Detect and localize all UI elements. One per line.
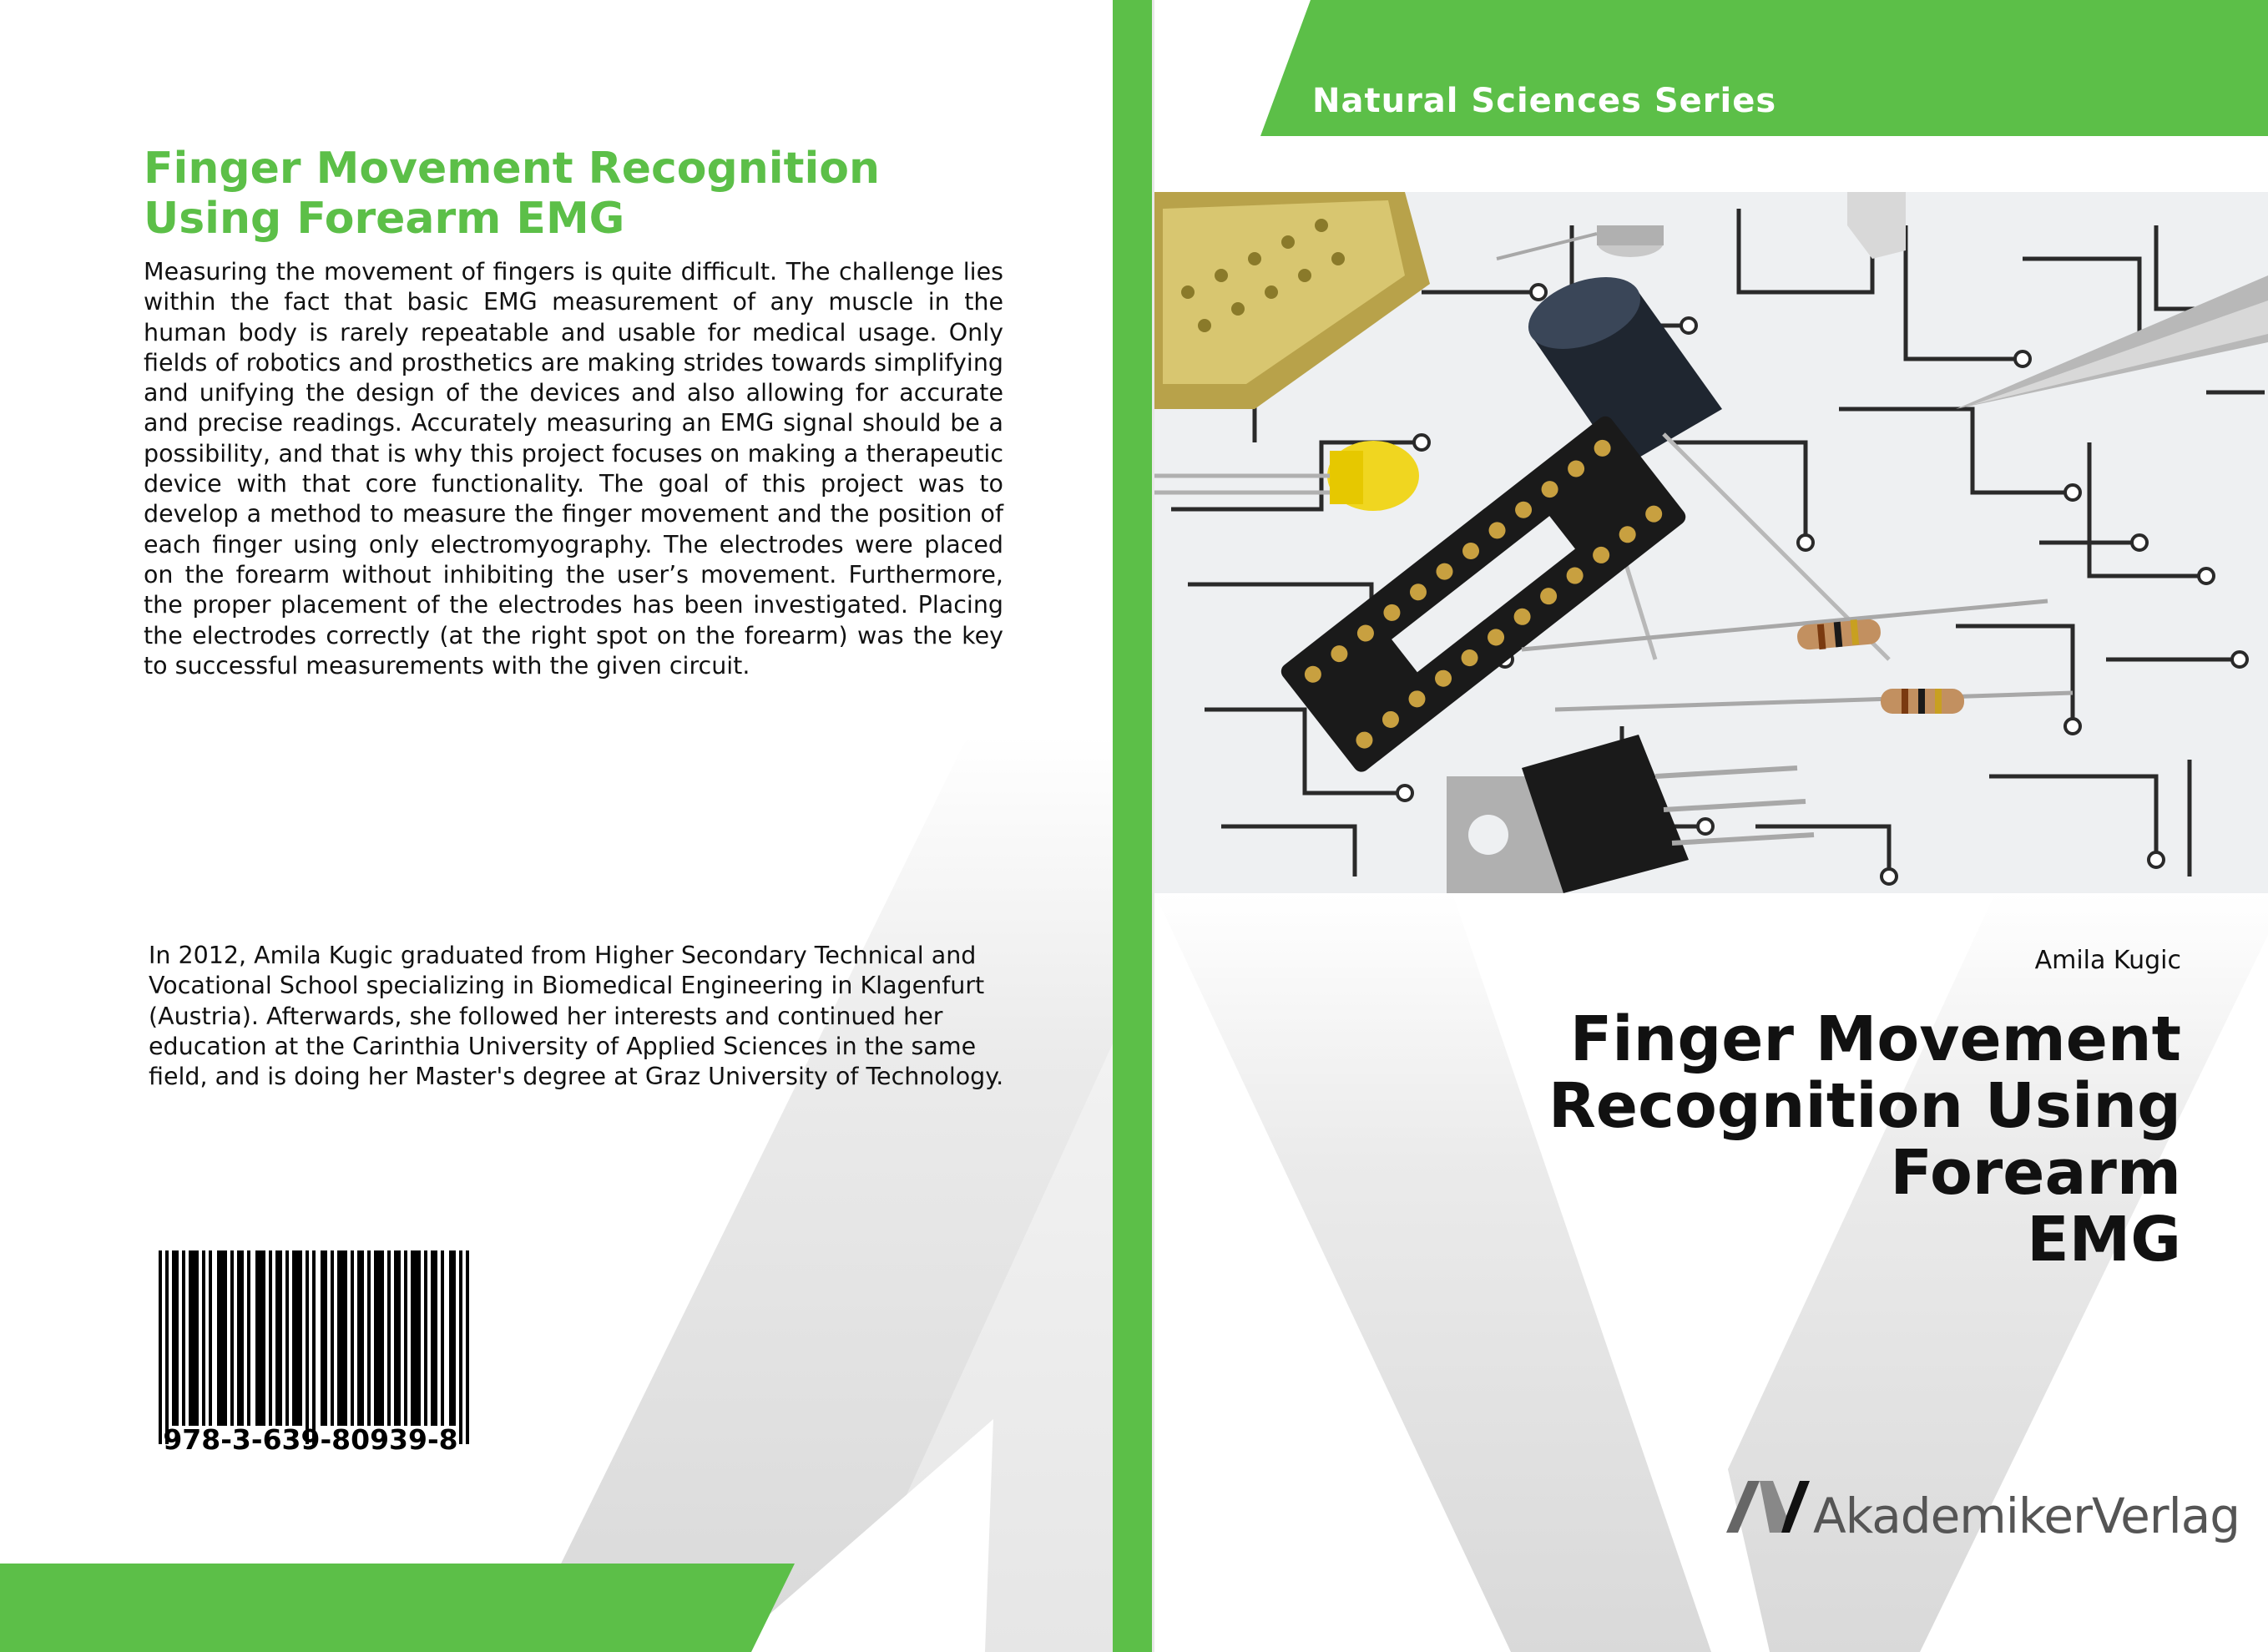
isbn-number: 978-3-639-80939-8 <box>163 1423 458 1456</box>
cover-photo-circuit-components <box>1154 192 2268 893</box>
cover-title-line-2: Recognition Using Forearm <box>1548 1070 2181 1209</box>
publisher-logo-icon <box>1726 1478 1810 1536</box>
back-cover-title: Finger Movement Recognition Using Forearm EMG <box>144 144 881 244</box>
book-spine <box>1113 0 1152 1652</box>
cover-author-name: Amila Kugic <box>2034 946 2181 975</box>
cover-title-line-1: Finger Movement <box>1569 1003 2181 1075</box>
back-cover-green-bar <box>0 1564 795 1652</box>
author-biography: In 2012, Amila Kugic graduated from Higher Secondary Technical and Vocational School specializing in Biomedical Engineering in Klagenfurt (Austria). Afterwards, she followed her interests and continued her education at the Carinthia University of Applied Sciences in the same field, and is doing her Master's degree at Graz University of Technology. <box>149 942 1004 1091</box>
publisher-name: AkademikerVerlag <box>1813 1488 2240 1544</box>
cover-title-line-3: EMG <box>2027 1204 2181 1276</box>
series-label: Natural Sciences Series <box>1312 82 1777 120</box>
back-cover-blurb: Measuring the movement of fingers is quite difficult. The challenge lies within the fact that basic EMG measurement of any muscle in the human body is rarely repeatable and usable for medical usage. Only fields of robotics and prosthetics are making strides towards simplifying and unifying the design of the devices and also allowing for accurate and precise readings. Accurately measuring an EMG signal should be a possibility, and that is why this project focuses on making a therapeutic device with that core functionality. The goal of this project was to develop a method to measure the finger movement and the position of each finger using only electromyography. The electrodes were placed on the forearm without inhibiting the user’s movement. Furthermore, the proper placement of the electrodes has been investigated. Placing the electrodes correctly (at the right spot on the forearm) was the key to successful measurements with the given circuit. <box>144 258 1003 679</box>
isbn-barcode <box>157 1250 474 1444</box>
cover-title <box>1263 1003 2181 1276</box>
